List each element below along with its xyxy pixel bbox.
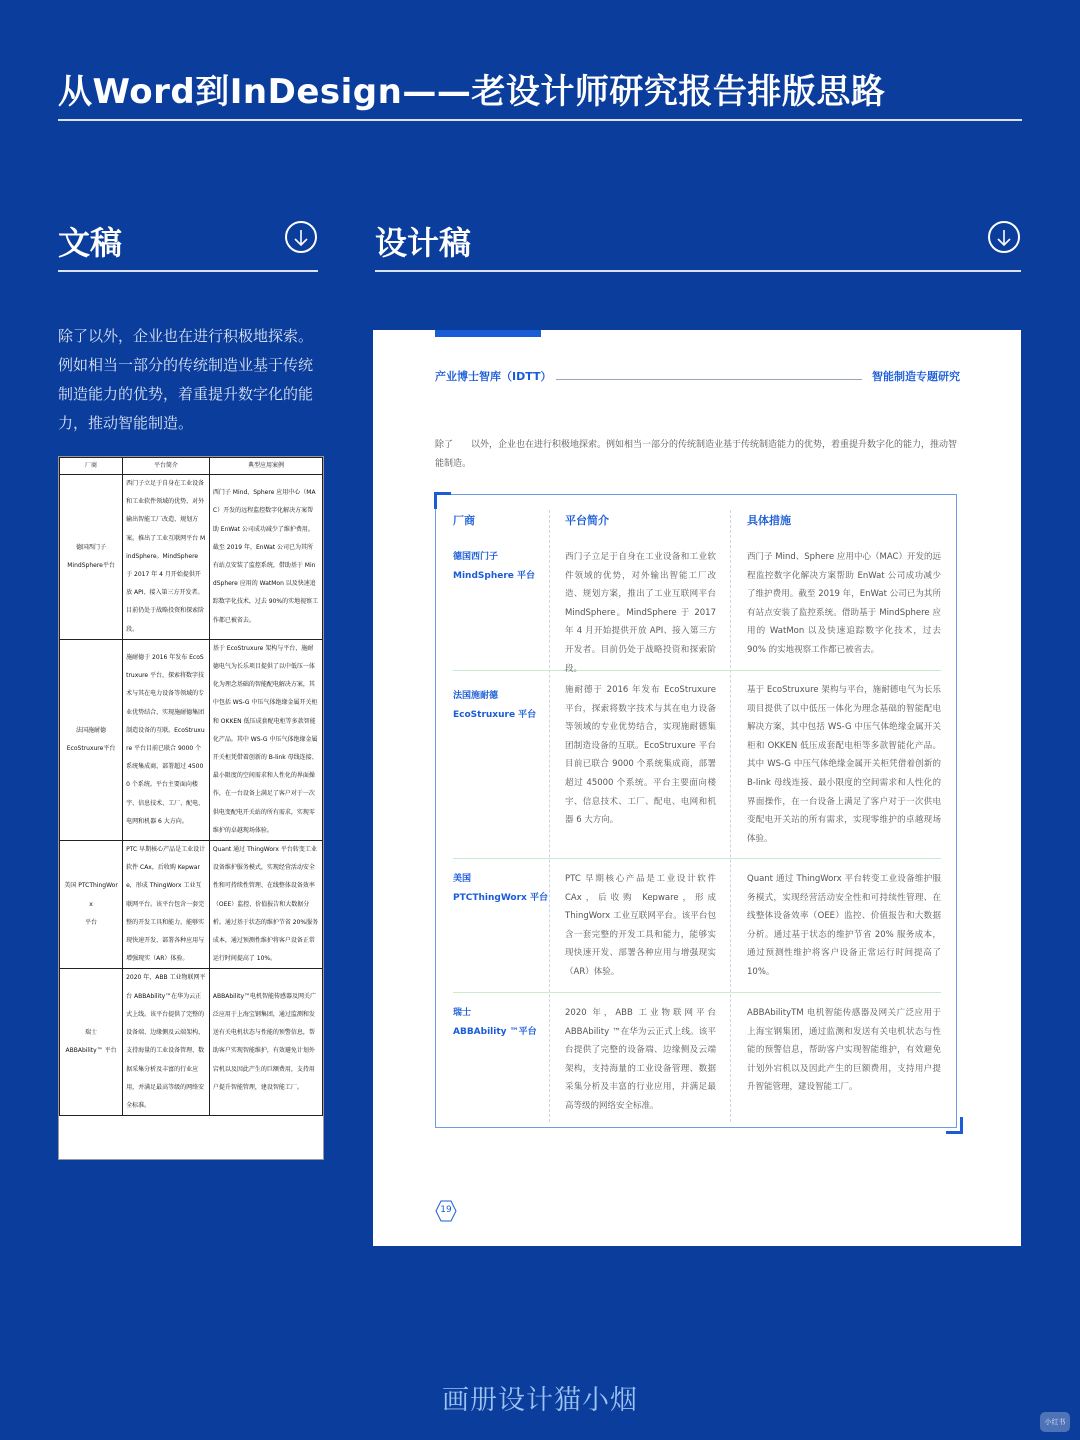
- running-head-rule: [556, 379, 862, 380]
- title-divider: [58, 119, 1022, 121]
- vendor-platform: PTCThingWorx 平台: [453, 893, 548, 903]
- platform-intro-cell: PTC 早期核心产品是工业设计软件 CAx，后收购 Kepware，形成 ThingWorx 工业互联网平台。该平台包含一套完整的开发工具和能力，能够实现快速开发、部署各种应用与增强现实（AR）体验。: [565, 874, 716, 977]
- word-document-scan: [58, 456, 324, 1160]
- watermark-badge: 小红书: [1040, 1412, 1070, 1432]
- vendor-platform: MindSphere 平台: [453, 571, 536, 581]
- frame-corner-accent: [946, 1117, 963, 1134]
- arrow-down-circle-icon: [988, 221, 1020, 253]
- vendor-platform: ABBAbility ™平台: [453, 1027, 537, 1037]
- word-table-row: [60, 639, 323, 840]
- arrow-down-circle-icon: [285, 221, 317, 253]
- word-vendor-cell: 瑞士 ABBAbility™ 平台: [60, 969, 123, 1116]
- platform-intro-cell: 西门子立足于自身在工业设备和工业软件领域的优势，对外输出智能工厂改造、规划方案，推出了工业互联网平台 MindSphere。MindSphere 于 2017 年 4 月开始提供开放 API、接入第三方开发者。目前仍处于战略投资和探索阶段。: [565, 552, 716, 674]
- column-divider: [549, 510, 550, 1122]
- measures-cell: 西门子 Mind、Sphere 应用中心（MAC）开发的远程监控数字化解决方案帮助 EnWat 公司成功减少了维护费用。截至 2019 年，EnWat 公司已为其所有站点安装了监控系统。借助基于 MindSphere 应用的 WatMon 以及快速追踪数字化技术，过去 90% 的实地视察工作都已被省去。: [747, 552, 941, 655]
- vendor-country: 瑞士: [453, 1008, 472, 1018]
- row-divider: [453, 992, 941, 993]
- word-intro-cell: PTC 早期核心产品是工业设计软件 CAx，后收购 Kepware，形成 ThingWorx 工业互联网平台。该平台包含一套完整的开发工具和能力，能够实现快速开发、部署各种应用与增强现实（AR）体验。: [123, 841, 210, 969]
- word-table-row: [60, 475, 323, 640]
- word-vendor-cell: 法国施耐德 EcoStruxure平台: [60, 639, 123, 840]
- platform-intro-cell: 施耐德于 2016 年发布 EcoStruxure 平台，探索将数字技术与其在电力设备等领域的专业优势结合，实现施耐德集团制造设备的互联。EcoStruxure 平台目前已联合 9000 个系统集成商，部署超过 45000 个系统。平台主要面向楼宇、信息技术、工厂、配电、电网和机器 6 大方向。: [565, 685, 716, 826]
- word-col-header: 厂商: [60, 458, 123, 475]
- word-intro-cell: 2020 年，ABB 工业物联网平台 ABBAbility™在华为云正式上线。该平台提供了完整的设备端、边缘侧及云端架构，支持海量的工业设备管理、数据采集分析及丰富的行业应用，并满足最高等级的网络安全标准。: [123, 969, 210, 1116]
- footer-signature: 画册设计猫小烟: [442, 1385, 638, 1416]
- word-table-row: [60, 841, 323, 969]
- word-vendor-cell: 美国 PTCThingWorx 平台: [60, 841, 123, 969]
- word-table: [59, 457, 323, 1116]
- platform-intro-cell: 2020 年，ABB 工业物联网平台 ABBAbility ™在华为云正式上线。该平台提供了完整的设备端、边缘侧及云端架构，支持海量的工业设备管理、数据采集分析及丰富的行业应用，并满足最高等级的网络安全标准。: [565, 1008, 716, 1111]
- word-case-cell: 基于 EcoStruxure 架构与平台，施耐德电气为长乐项目提供了以中低压一体化为理念基础的智能配电解决方案，其中包括 WS-G 中压气体绝缘金属开关柜和 OKKEN 低压成套配电柜等多款智能化产品。其中 WS-G 中压气体绝缘金属开关柜凭借着创新的 B-link 母线连接、最小限度的空间需求和人性化的界面操作，在一台设备上满足了客户对于一次供电变配电开关站的所有需求，实现零维护的卓越现场体验。: [209, 639, 322, 840]
- running-head-right: 智能制造专题研究: [872, 370, 960, 383]
- measures-cell: 基于 EcoStruxure 架构与平台，施耐德电气为长乐项目提供了以中低压一体化为理念基础的智能配电解决方案，其中包括 WS-G 中压气体绝缘金属开关柜和 OKKEN 低压成套配电柜等多款智能化产品。其中 WS-G 中压气体绝缘金属开关柜凭借着创新的 B-link 母线连接、最小限度的空间需求和人性化的界面操作，在一台设备上满足了客户对于一次供电变配电开关站的所有需求，实现零维护的卓越现场体验。: [747, 685, 941, 844]
- row-divider: [453, 858, 941, 859]
- designed-page: [373, 330, 1021, 1246]
- col-header-vendor: 厂商: [453, 514, 475, 527]
- word-col-header: 典型应用案例: [209, 458, 322, 475]
- section-title-design: 设计稿: [375, 224, 472, 262]
- word-case-cell: 西门子 Mind、Sphere 应用中心（MAC）开发的远程监控数字化解决方案帮助 EnWat 公司成功减少了维护费用。截至 2019 年，EnWat 公司已为其所有站点安装了监控系统，借助基于 MindSphere 应用的 WatMon 以及快速追踪数字化技术，过去 90%的实地视察工作都已被省去。: [209, 475, 322, 640]
- design-divider: [375, 270, 1021, 272]
- word-col-header: 平台简介: [123, 458, 210, 475]
- measures-cell: ABBAbilityTM 电机智能传感器及网关广泛应用于上海宝钢集团，通过监测和发送有关电机状态与性能的预警信息，帮助客户实现智能维护，有效避免计划外宕机以及因此产生的巨额费用，支持用户提升智能管理，建设智能工厂。: [747, 1008, 941, 1093]
- section-title-draft: 文稿: [58, 224, 123, 262]
- col-header-measures: 具体措施: [747, 514, 791, 527]
- word-case-cell: ABBAbility™电机智能传感器及网关广泛应用于上海宝钢集团，通过监测和发送有关电机状态与性能的预警信息，帮助客户实现智能维护，有效避免计划外宕机以及因此产生的巨额费用，支持用户提升智能管理，建设智能工厂。: [209, 969, 322, 1116]
- page-number-badge: [435, 1200, 457, 1222]
- column-divider: [730, 510, 731, 1122]
- draft-divider: [58, 270, 318, 272]
- word-case-cell: Quant 通过 ThingWorx 平台转变工业设备维护服务模式，实现经营活动安全性和可持续性管理、在线整体设备效率（OEE）监控、价值报告和大数据分析。通过基于状态的维护节省 20%服务成本，通过预测性维护将客户设备正常运行时间提高了 10%。: [209, 841, 322, 969]
- running-head-left: 产业博士智库（IDTT）: [435, 370, 552, 383]
- col-header-intro: 平台简介: [565, 514, 609, 527]
- word-vendor-cell: 德国西门子 MindSphere平台: [60, 475, 123, 640]
- draft-intro-text: 除了以外，企业也在进行积极地探索。例如相当一部分的传统制造业基于传统制造能力的优势，着重提升数字化的能力，推动智能制造。: [58, 327, 314, 432]
- design-intro-text: 除了 以外，企业也在进行积极地探索。例如相当一部分的传统制造业基于传统制造能力的优势，着重提升数字化的能力，推动智能制造。: [435, 440, 958, 469]
- vendor-country: 法国施耐德: [453, 691, 499, 701]
- word-intro-cell: 施耐德于 2016 年发布 EcoStruxure 平台，探索将数字技术与其在电力设备等领域的专业优势结合，实现施耐德集团制造设备的互联。EcoStruxure 平台目前已联合 9000 个系统集成商，部署超过 45000 个系统。平台主要面向楼宇、信息技术、工厂、配电、电网和机器 6 大方向。: [123, 639, 210, 840]
- frame-corner-accent: [434, 492, 451, 509]
- word-table-row: [60, 969, 323, 1116]
- word-intro-cell: 西门子立足于自身在工业设备和工业软件领域的优势，对外输出智能工厂改造、规划方案。推出了工业互联网平台 MindSphere。MindSphere 于 2017 年 4 月开始提供开放 API、接入第三方开发者。目前仍处于战略投资和探索阶段。: [123, 475, 210, 640]
- vendor-platform: EcoStruxure 平台: [453, 710, 537, 720]
- vendor-country: 德国西门子: [453, 552, 499, 562]
- vendor-country: 美国: [453, 874, 472, 884]
- page-top-accent: [435, 330, 541, 337]
- measures-cell: Quant 通过 ThingWorx 平台转变工业设备维护服务模式，实现经营活动安全性和可持续性管理、在线整体设备效率（OEE）监控、价值报告和大数据分析。通过基于状态的维护节省 20% 服务成本，通过预测性维护将客户设备正常运行时间提高了 10%。: [747, 874, 941, 977]
- page-title: 从Word到InDesign——老设计师研究报告排版思路: [58, 72, 886, 112]
- page-number: 19: [440, 1205, 452, 1215]
